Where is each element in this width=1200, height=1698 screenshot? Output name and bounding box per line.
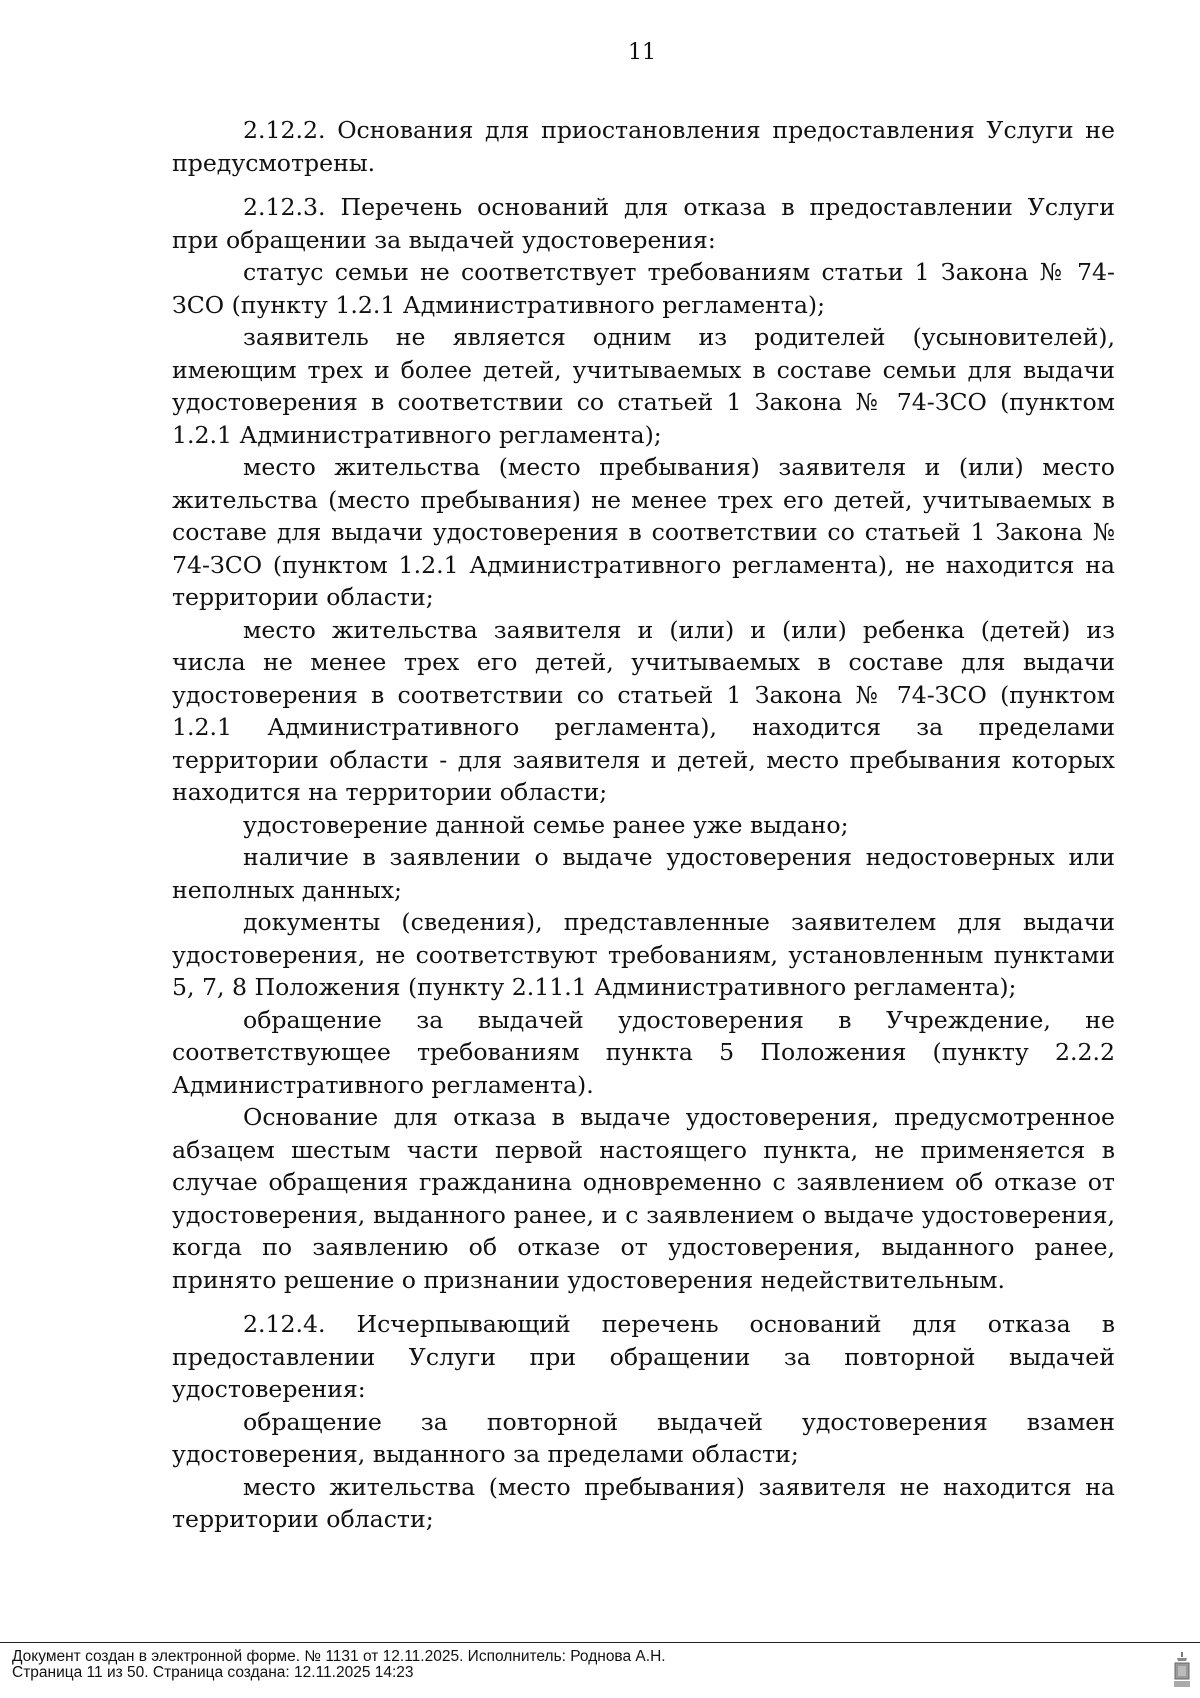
list-item-documents: документы (сведения), представленные заявителем для выдачи удостоверения, не соответствуют требованиям, установленным пунктами 5, 7, 8 Положения (пункту 2.11.1 Административного регламента); (172, 908, 1115, 1001)
list-item-not-parent: заявитель не является одним из родителей (усыновителей), имеющим трех и более детей, учитываемых в составе семьи для выдачи удостоверения в соответствии со статьей 1 Закона № 74-ЗСО (пунктом 1.2.1 Административного регламента); (172, 323, 1115, 449)
list-item-family-status: статус семьи не соответствует требованиям статьи 1 Закона № 74-ЗСО (пункту 1.2.1 Административного регламента); (172, 258, 1115, 319)
footer-line-1: Документ создан в электронной форме. № 1131 от 12.11.2025. Исполнитель: Роднова А.Н. (12, 1648, 666, 1665)
list-item-invalid-data: наличие в заявлении о выдаче удостоверения недостоверных или неполных данных; (172, 843, 1115, 904)
page-number: 11 (628, 40, 656, 65)
document-body (172, 114, 1115, 1536)
paragraph-2-12-4: 2.12.4. Исчерпывающий перечень оснований для отказа в предоставлении Услуги при обращении за повторной выдачей удостоверения: (172, 1310, 1115, 1403)
footer-divider (0, 1642, 1200, 1643)
footer (12, 1649, 666, 1681)
list-item-residence-child: место жительства заявителя и (или) и (или) ребенка (детей) из числа не менее трех его детей, учитываемых в составе для выдачи удостоверения в соответствии со статьей 1 Закона № 74-ЗСО (пунктом 1.2.1 Административного регламента), находится за пределами территории области - для заявителя и детей, место пребывания которых находится на территории области; (172, 615, 1115, 806)
footer-line-2: Страница 11 из 50. Страница создана: 12.11.2025 14:23 (12, 1664, 414, 1681)
list-item-residence-outside: место жительства (место пребывания) заявителя и (или) место жительства (место пребывания) не менее трех его детей, учитываемых в составе для выдачи удостоверения в соответствии со статьей 1 Закона № 74-ЗСО (пунктом 1.2.1 Административного регламента), не находится на территории области; (172, 453, 1115, 611)
coat-of-arms-icon (1172, 1650, 1192, 1690)
list-item-already-issued: удостоверение данной семье ранее уже выдано; (243, 810, 849, 839)
paragraph-2-12-3: 2.12.3. Перечень оснований для отказа в предоставлении Услуги при обращении за выдачей удостоверения: (172, 193, 1115, 254)
paragraph-2-12-2: 2.12.2. Основания для приостановления предоставления Услуги не предусмотрены. (172, 116, 1115, 177)
list-item-reissue-outside: обращение за повторной выдачей удостоверения взамен удостоверения, выданного за пределами области; (172, 1407, 1115, 1468)
list-item-residence-not-region: место жительства (место пребывания) заявителя не находится на территории области; (172, 1472, 1115, 1533)
paragraph-exception: Основание для отказа в выдаче удостоверения, предусмотренное абзацем шестым части первой настоящего пункта, не применяется в случае обращения гражданина одновременно с заявлением об отказе от удостоверения, выданного ранее, и с заявлением о выдаче удостоверения, когда по заявлению об отказе от удостоверения, выданного ранее, принято решение о признании удостоверения недействительным. (172, 1103, 1115, 1294)
list-item-wrong-institution: обращение за выдачей удостоверения в Учреждение, не соответствующее требованиям пункта 5 Положения (пункту 2.2.2 Административного регламента). (172, 1005, 1115, 1099)
